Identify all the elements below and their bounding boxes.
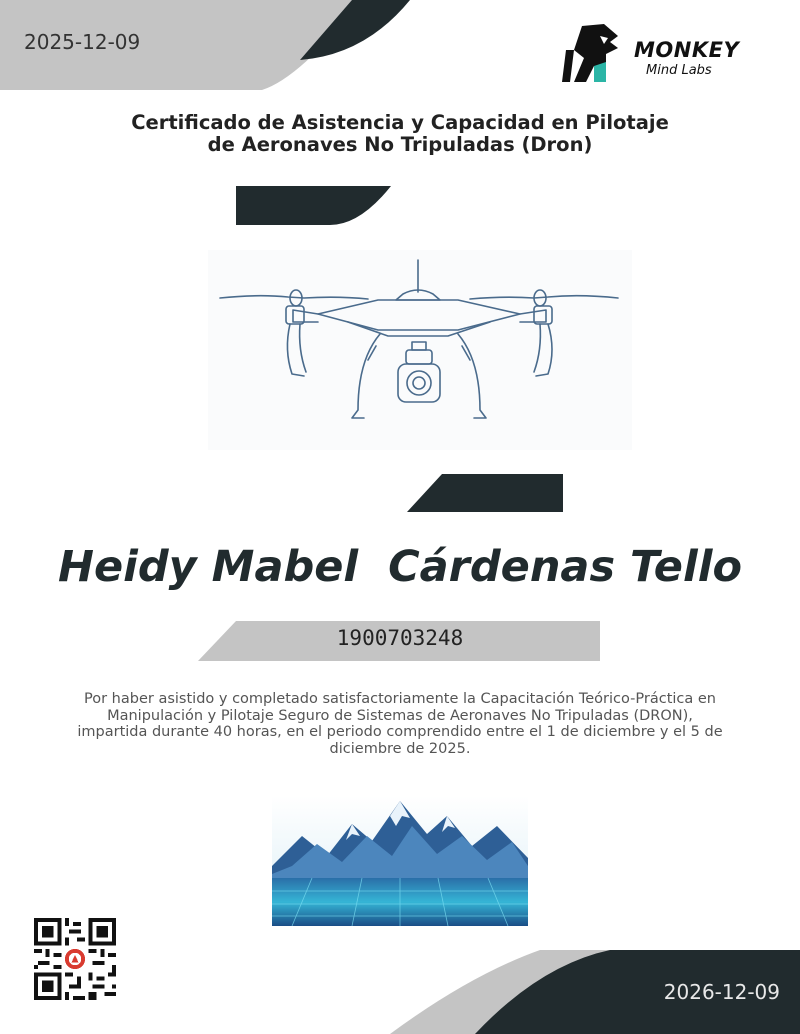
drone-illustration [208, 250, 632, 450]
mountain-landscape-image [272, 796, 528, 926]
qr-code-icon [34, 918, 116, 1000]
certificate-title [80, 112, 720, 156]
brand-logo [560, 22, 760, 86]
expiry-date: 2026-12-09 [663, 980, 780, 1004]
upper-dark-bar [236, 186, 391, 225]
brand-tagline: Mind Labs [646, 63, 712, 78]
recipient-name: Heidy Mabel Cárdenas Tello [58, 542, 742, 592]
monkey-logo-icon [560, 22, 630, 86]
brand-name: MONKEY [634, 38, 740, 62]
title-line-2: de Aeronaves No Tripuladas (Dron) [207, 133, 593, 156]
lower-dark-bar [407, 474, 563, 512]
issue-date: 2025-12-09 [24, 30, 141, 54]
id-number: 1900703248 [336, 626, 464, 650]
certificate-description: Por haber asistido y completado satisfactoriamente la Capacitación Teórico-Práctica en Manipulación y Pilotaje Seguro de Sistemas de Aeronaves No Tripuladas (DRON), impartida durante 40 horas, en el periodo comprendido entre el 1 de diciembre y el 5 de diciembre de 2025. [77, 691, 723, 757]
title-line-1: Certificado de Asistencia y Capacidad en Pilotaje [131, 111, 669, 134]
